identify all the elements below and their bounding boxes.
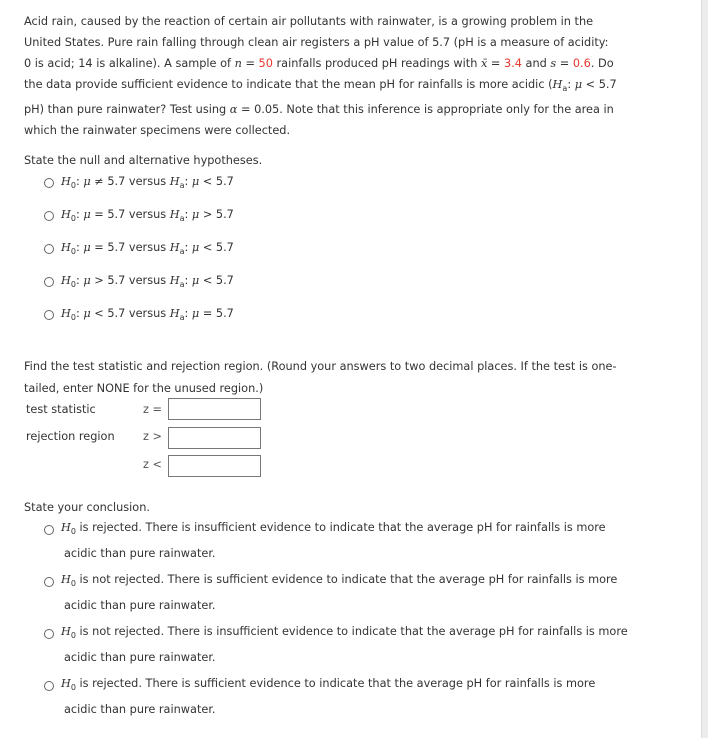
radio-button[interactable] bbox=[44, 310, 54, 320]
test-statistic-label: test statistic bbox=[26, 403, 96, 416]
hypotheses-heading: State the null and alternative hypotheses. bbox=[24, 154, 263, 167]
radio-button[interactable] bbox=[44, 277, 54, 287]
conclusion-heading: State your conclusion. bbox=[24, 501, 150, 514]
question-text: Acid rain, caused by the reaction of certain air pollutants with rainwater, is a growing problem in the United States. Pure rain falling through clean air registers a pH value of 5.7 (pH is a measure of acidity: 0 is acid; 14 is alkaline). A sample of n = 50 rainfalls produced pH readings with x̄ = 3.4 and s = 0.6. Do the data provide sufficient evidence to indicate that the mean pH for rainfalls is more acidic ($H_a$: μ < 5.7 pH) than pure rainwater? Test using α = 0.05. Note that this inference is appropriate only for the area in which the rainwater specimens were collected. bbox=[24, 15, 617, 137]
conclusion-option[interactable]: $H_0$ is rejected. There is insufficient evidence to indicate that the average pH for rainfalls is more acidic than pure rainwater. bbox=[44, 517, 606, 565]
conclusion-option[interactable]: $H_0$ is not rejected. There is sufficient evidence to indicate that the average pH for rainfalls is more acidic than pure rainwater. bbox=[44, 569, 617, 617]
test-statistic-input[interactable] bbox=[168, 398, 261, 420]
radio-button[interactable] bbox=[44, 629, 54, 639]
z-greater-label: z > bbox=[143, 430, 162, 443]
z-less-label: z < bbox=[143, 458, 162, 471]
rejection-region-label: rejection region bbox=[26, 430, 115, 443]
rejection-upper-input[interactable] bbox=[168, 427, 261, 449]
xbar-value: 3.4 bbox=[503, 57, 522, 70]
hypothesis-option[interactable]: $H_0$: μ ≠ 5.7 versus $H_a$: μ < 5.7 bbox=[44, 175, 234, 190]
test-instructions-1: Find the test statistic and rejection region. (Round your answers to two decimal places. If the test is one- bbox=[24, 360, 617, 373]
scrollbar[interactable] bbox=[701, 0, 708, 738]
conclusion-option[interactable]: $H_0$ is rejected. There is sufficient evidence to indicate that the average pH for rainfalls is more acidic than pure rainwater. bbox=[44, 673, 595, 721]
hypothesis-option[interactable]: $H_0$: μ > 5.7 versus $H_a$: μ < 5.7 bbox=[44, 274, 234, 289]
test-instructions-2: tailed, enter NONE for the unused region.) bbox=[24, 382, 264, 395]
hypothesis-option[interactable]: $H_0$: μ = 5.7 versus $H_a$: μ > 5.7 bbox=[44, 208, 234, 223]
hypothesis-option[interactable]: $H_0$: μ < 5.7 versus $H_a$: μ = 5.7 bbox=[44, 307, 234, 322]
n-value: 50 bbox=[258, 57, 273, 70]
radio-button[interactable] bbox=[44, 244, 54, 254]
radio-button[interactable] bbox=[44, 681, 54, 691]
hypothesis-option[interactable]: $H_0$: μ = 5.7 versus $H_a$: μ < 5.7 bbox=[44, 241, 234, 256]
z-equals-label: z = bbox=[143, 403, 162, 416]
radio-button[interactable] bbox=[44, 178, 54, 188]
radio-button[interactable] bbox=[44, 211, 54, 221]
rejection-lower-input[interactable] bbox=[168, 455, 261, 477]
conclusion-option[interactable]: $H_0$ is not rejected. There is insufficient evidence to indicate that the average pH for rainfalls is more acidic than pure rainwater. bbox=[44, 621, 628, 669]
radio-button[interactable] bbox=[44, 525, 54, 535]
radio-button[interactable] bbox=[44, 577, 54, 587]
s-value: 0.6 bbox=[572, 57, 591, 70]
